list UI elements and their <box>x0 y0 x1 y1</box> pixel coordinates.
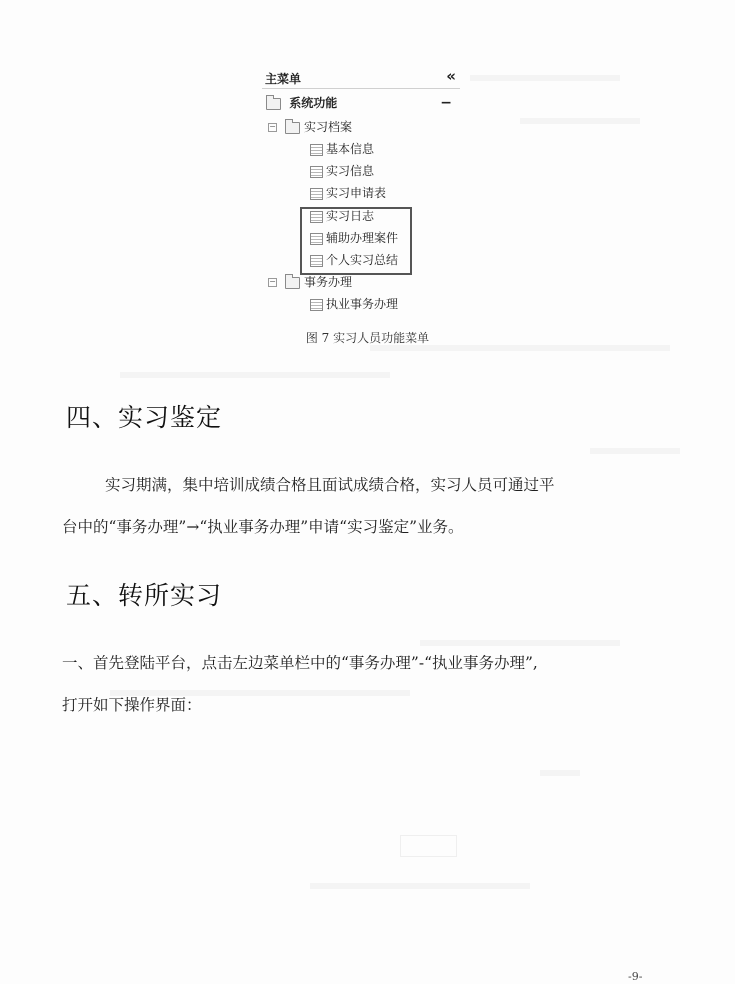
tree-item-label: 基本信息 <box>326 142 375 156</box>
page-icon <box>310 144 323 156</box>
folder-open-icon <box>266 98 281 110</box>
tree-item-application-form[interactable] <box>310 183 386 203</box>
section-heading-transfer: 五、转所实习 <box>66 581 223 610</box>
tree-item-internship-info[interactable] <box>310 161 374 181</box>
tree-group-label: 实习档案 <box>304 120 353 134</box>
scan-noise <box>470 75 620 81</box>
paragraph-line: 打开如下操作界面： <box>62 696 202 714</box>
menu-title: 主菜单 <box>265 72 302 86</box>
menu-figure <box>262 66 460 320</box>
scan-noise <box>540 770 580 776</box>
tree-item-label: 实习日志 <box>326 209 375 223</box>
figure-caption: 图 7 实习人员功能菜单 <box>305 331 430 345</box>
tree-item-basic-info[interactable] <box>310 139 374 159</box>
tree-item-label: 实习信息 <box>326 164 375 178</box>
section-heading-appraisal: 四、实习鉴定 <box>66 403 223 432</box>
scan-noise <box>400 835 457 857</box>
scan-noise <box>310 883 530 889</box>
tree-collapse-icon[interactable]: − <box>269 122 276 131</box>
tree-item-label: 个人实习总结 <box>326 253 399 267</box>
scan-noise <box>590 448 680 454</box>
tree-item-label: 实习申请表 <box>326 186 387 200</box>
page-number: -9- <box>628 970 643 983</box>
page-icon <box>310 188 323 200</box>
tree-group-affairs[interactable] <box>268 272 352 292</box>
paragraph-line: 一、首先登陆平台，点击左边菜单栏中的“事务办理”-“执业事务办理”, <box>62 654 538 672</box>
folder-icon <box>285 122 300 134</box>
tree-group-label: 事务办理 <box>304 275 353 289</box>
tree-collapse-icon[interactable]: − <box>269 277 276 286</box>
page-icon <box>310 299 323 311</box>
paragraph-line: 台中的“事务办理”→“执业事务办理”申请“实习鉴定”业务。 <box>62 518 464 536</box>
collapse-icon[interactable]: « <box>446 67 456 85</box>
menu-section-label: 系统功能 <box>289 96 338 110</box>
tree-item-label: 执业事务办理 <box>326 297 399 311</box>
tree-item-practice-affairs[interactable] <box>310 294 398 314</box>
menu-header <box>262 66 460 89</box>
highlight-box <box>300 207 412 275</box>
folder-icon <box>285 277 300 289</box>
tree-item-label: 辅助办理案件 <box>326 231 399 245</box>
scan-noise <box>120 372 390 378</box>
scan-noise <box>420 640 620 646</box>
scan-noise <box>520 118 640 124</box>
page-icon <box>310 166 323 178</box>
paragraph-line: 实习期满，集中培训成绩合格且面试成绩合格，实习人员可通过平 <box>105 476 555 494</box>
menu-section-system[interactable] <box>266 93 456 113</box>
tree-group-internship-archive[interactable] <box>268 117 352 137</box>
section-collapse-icon[interactable]: − <box>440 95 452 111</box>
